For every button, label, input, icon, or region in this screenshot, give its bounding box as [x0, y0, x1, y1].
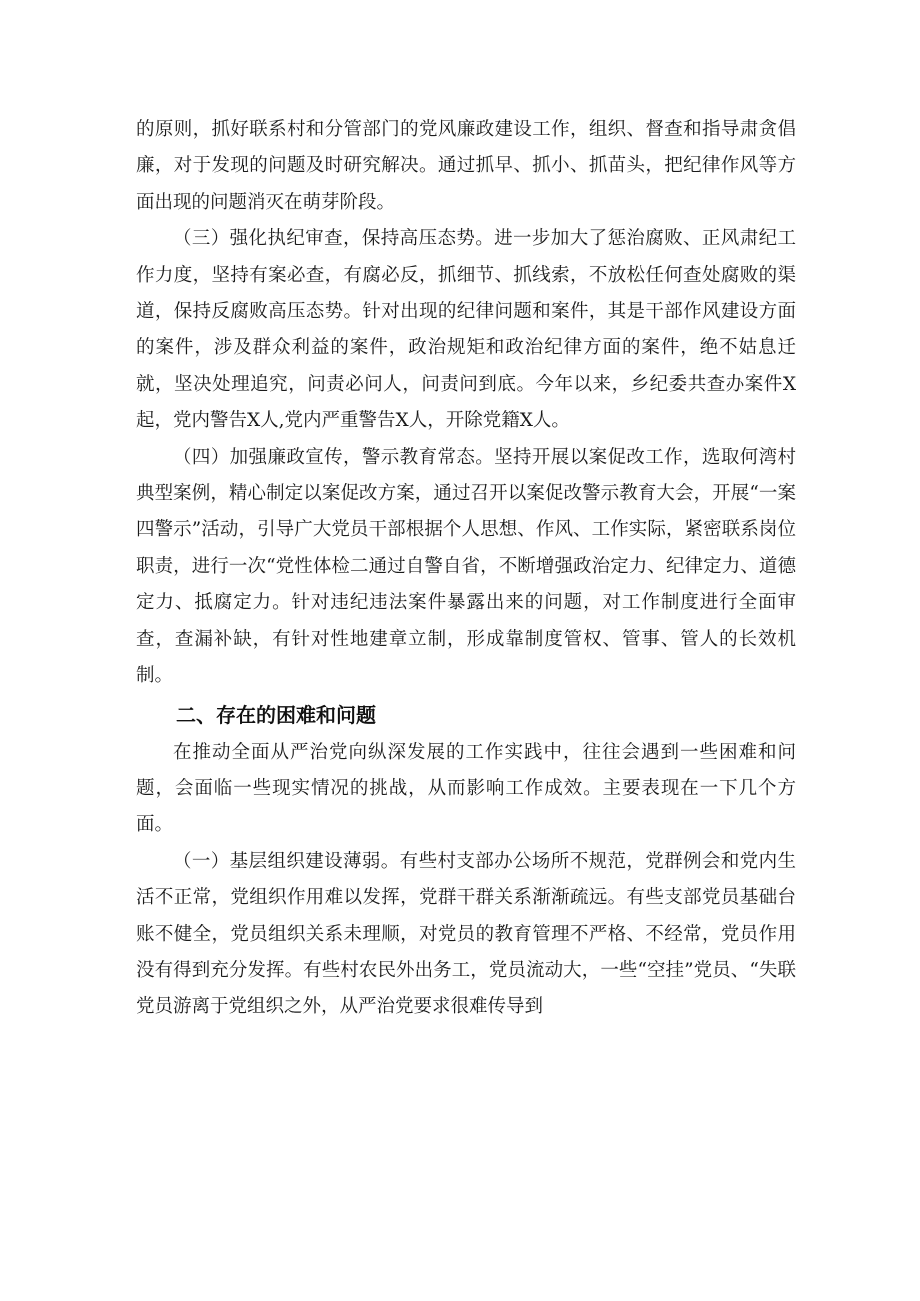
document-body	[136, 112, 796, 1026]
paragraph-continuation: 的原则，抓好联系村和分管部门的党风廉政建设工作，组织、督查和指导肃贪倡廉，对于发现的问题及时研究解决。通过抓早、抓小、抓苗头，把纪律作风等方面出现的问题消灭在萌芽阶段。	[136, 119, 796, 213]
section-heading: 二、存在的困难和问题	[176, 702, 376, 727]
paragraph-integrity-publicity: （四）加强廉政宣传，警示教育常态。坚持开展以案促改工作，选取何湾村典型案例，精心制定以案促改方案，通过召开以案促改警示教育大会，开展“一案四警示”活动，引导广大党员干部根据个人思想、作风、工作实际，紧密联系岗位职责，进行一次“党性体检二通过自警自省，不断增强政治定力、纪律定力、道德定力、抵腐定力。针对违纪违法案件暴露出来的问题，对工作制度进行全面审查，查漏补缺，有针对性地建章立制，形成靠制度管权、管事、管人的长效机制。	[136, 446, 796, 687]
paragraph-grassroots-organization: （一）基层组织建设薄弱。有些村支部办公场所不规范，党群例会和党内生活不正常，党组织作用难以发挥，党群干群关系渐渐疏远。有些支部党员基础台账不健全，党员组织关系未理顺，对党员的教育管理不严格、不经常，党员作用没有得到充分发挥。有些村农民外出务工，党员流动大，一些“空挂”党员、“失联党员游离于党组织之外，从严治党要求很难传导到	[136, 850, 796, 1018]
paragraph-difficulties-intro: 在推动全面从严治党向纵深发展的工作实践中，往往会遇到一些困难和问题，会面临一些现实情况的挑战，从而影响工作成效。主要表现在一下几个方面。	[136, 741, 796, 836]
paragraph-discipline-review: （三）强化执纪审查，保持高压态势。进一步加大了惩治腐败、正风肃纪工作力度，坚持有案必查，有腐必反，抓细节、抓线索，不放松任何查处腐败的渠道，保持反腐败高压态势。针对出现的纪律问题和案件，其是干部作风建设方面的案件，涉及群众利益的案件，政治规矩和政治纪律方面的案件，绝不姑息迁就，坚决处理追究，问责必问人，问责问到底。今年以来，乡纪委共查办案件X起，党内警告X人,党内严重警告X人，开除党籍X人。	[136, 228, 796, 432]
